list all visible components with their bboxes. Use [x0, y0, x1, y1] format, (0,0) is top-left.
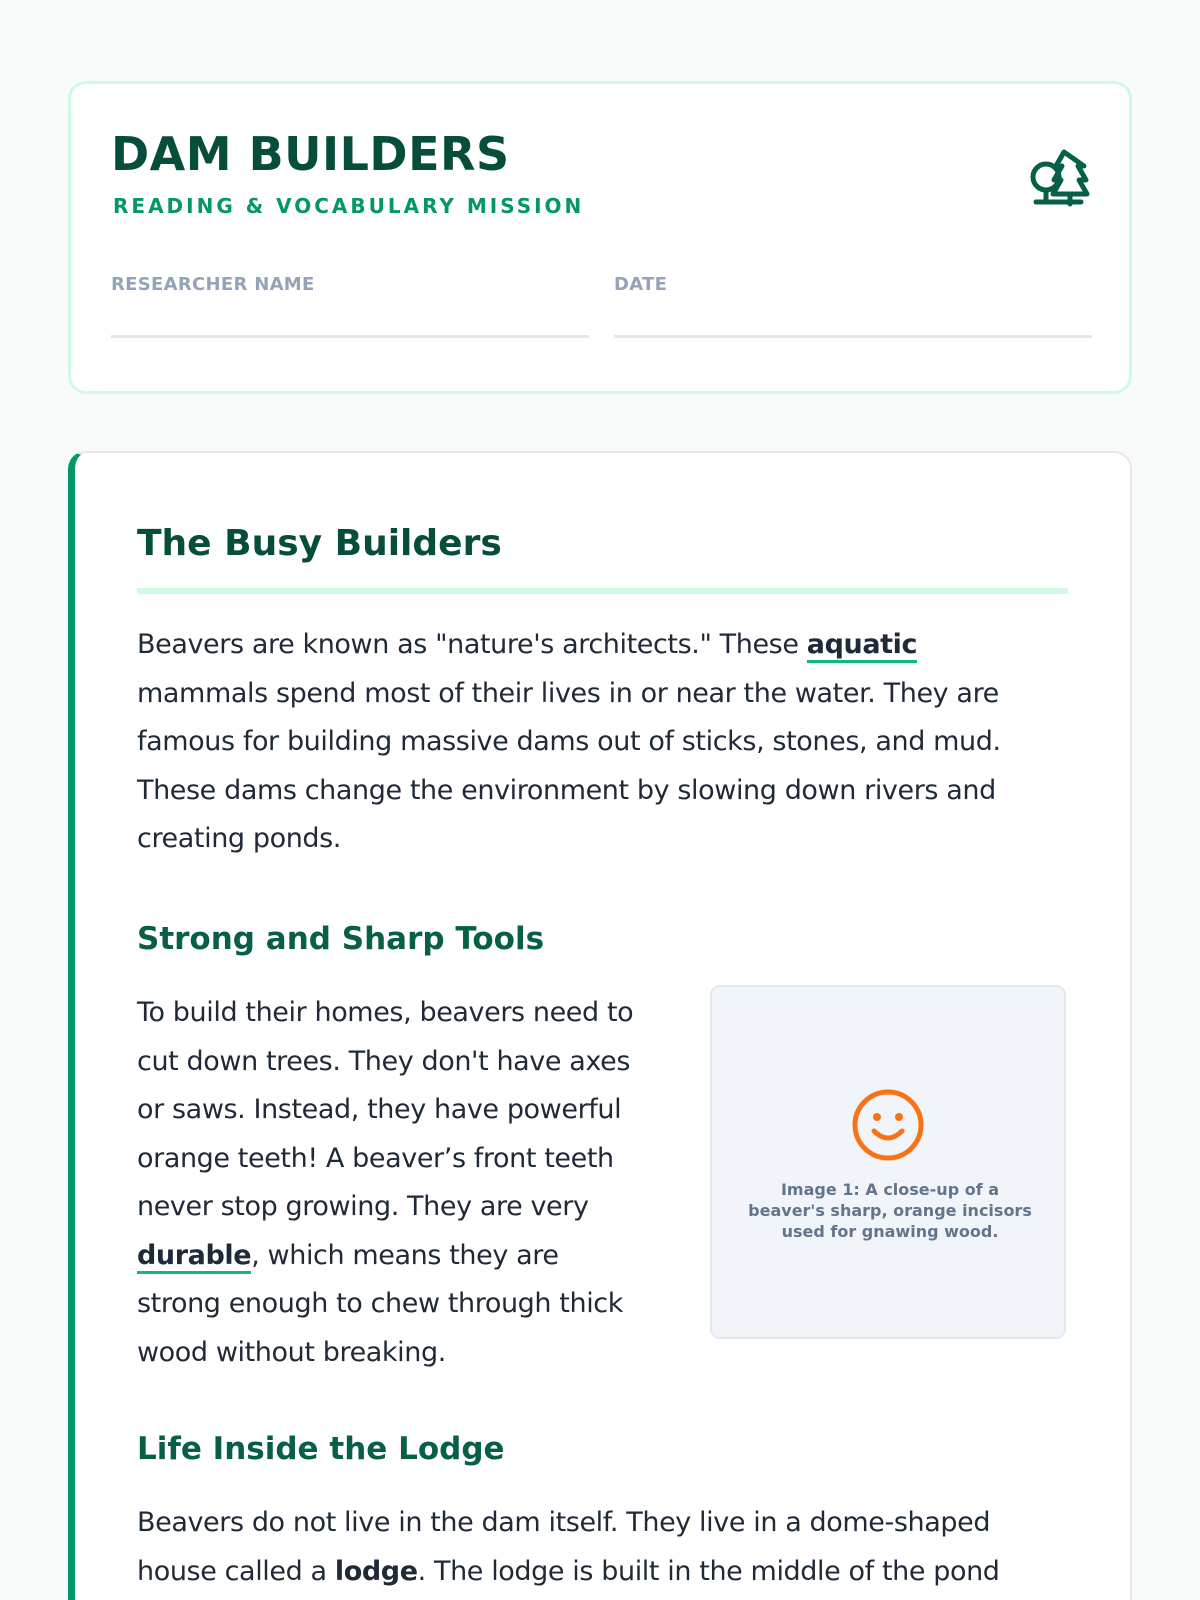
header-card [68, 81, 1132, 394]
date-field[interactable] [614, 274, 1092, 338]
intro-line: mammals spend most of their lives in or near the water. They are [137, 677, 999, 709]
tools-heading: Strong and Sharp Tools [137, 921, 545, 957]
date-label: DATE [614, 274, 668, 295]
bold-word-lodge: lodge [334, 1555, 418, 1587]
date-line[interactable] [614, 335, 1092, 338]
worksheet-subtitle: READING & VOCABULARY MISSION [113, 194, 585, 218]
tools-line: strong enough to chew through thick [137, 1288, 623, 1319]
tools-line: or saws. Instead, they have powerful [137, 1094, 622, 1125]
lodge-text: . The lodge is built in the middle of the pond [417, 1555, 1000, 1587]
intro-line: These dams change the environment by slowing down rivers and [137, 774, 996, 806]
researcher-name-field[interactable] [111, 274, 589, 338]
title-divider [137, 588, 1068, 594]
tree-icon [1026, 144, 1096, 214]
researcher-name-label: RESEARCHER NAME [111, 274, 315, 295]
tools-line: cut down trees. They don't have axes [137, 1045, 631, 1077]
intro-line: creating ponds. [137, 823, 341, 854]
worksheet-title: DAM BUILDERS [111, 127, 510, 181]
tools-line [137, 1232, 692, 1281]
tools-text: , which means they are [251, 1239, 559, 1271]
image-placeholder [710, 985, 1066, 1339]
article-card [68, 451, 1132, 1600]
tools-line: never stop growing. They are very [137, 1191, 589, 1222]
vocab-word-durable: durable [137, 1240, 251, 1274]
lodge-line [137, 1548, 1082, 1597]
tools-line: To build their homes, beavers need to [137, 997, 634, 1028]
vocab-word-aquatic: aquatic [807, 629, 917, 663]
researcher-name-line[interactable] [111, 335, 589, 338]
lodge-paragraph [137, 1499, 1082, 1596]
lodge-line: Beavers do not live in the dam itself. They live in a dome-shaped [137, 1507, 991, 1538]
tools-line: orange teeth! A beaver’s front teeth [137, 1142, 614, 1174]
tools-paragraph [137, 989, 692, 1377]
intro-text: Beavers are known as "nature's architects." These [137, 629, 807, 660]
intro-paragraph [137, 621, 1082, 864]
intro-line: famous for building massive dams out of sticks, stones, and mud. [137, 726, 1001, 757]
smile-icon [850, 1087, 926, 1163]
intro-line [137, 621, 1082, 670]
article-title: The Busy Builders [137, 523, 502, 564]
lodge-heading: Life Inside the Lodge [137, 1431, 505, 1467]
lodge-text: house called a [137, 1555, 335, 1587]
image-caption: Image 1: A close-up of a beaver's sharp, orange incisors used for gnawing wood. [748, 1180, 1032, 1241]
tools-line: wood without breaking. [137, 1336, 446, 1368]
